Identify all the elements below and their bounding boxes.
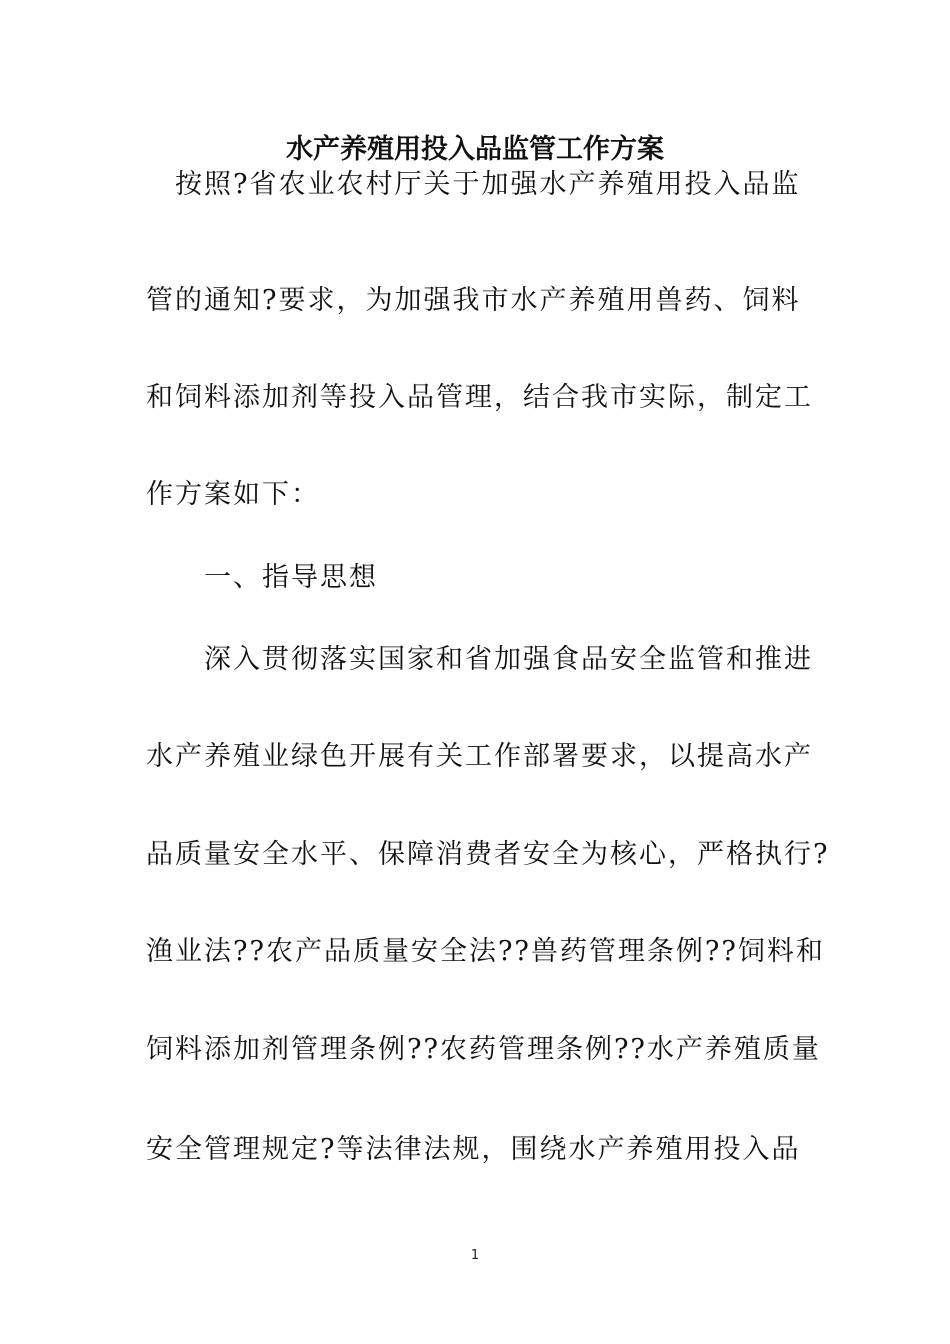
section-heading: 一、指导思想 (146, 562, 378, 593)
body-line: 饲料添加剂管理条例??农药管理条例??水产养殖质量 (146, 1034, 821, 1065)
body-line: 安全管理规定?等法律法规，围绕水产养殖用投入品 (146, 1134, 801, 1165)
body-line: 渔业法??农产品质量安全法??兽药管理条例??饲料和 (146, 936, 825, 967)
body-line: 深入贯彻落实国家和省加强食品安全监管和推进 (146, 644, 813, 675)
document-title: 水产养殖用投入品监管工作方案 (286, 134, 664, 165)
body-line: 管的通知?要求，为加强我市水产养殖用兽药、饲料 (146, 285, 801, 316)
body-line: 按照?省农业农村厅关于加强水产养殖用投入品监 (146, 169, 801, 200)
body-line: 水产养殖业绿色开展有关工作部署要求，以提高水产 (146, 741, 813, 772)
body-line: 品质量安全水平、保障消费者安全为核心，严格执行? (146, 839, 830, 870)
page-number: 1 (470, 1248, 480, 1263)
body-line: 和饲料添加剂等投入品管理，结合我市实际，制定工 (146, 382, 813, 413)
body-line: 作方案如下： (146, 479, 320, 510)
